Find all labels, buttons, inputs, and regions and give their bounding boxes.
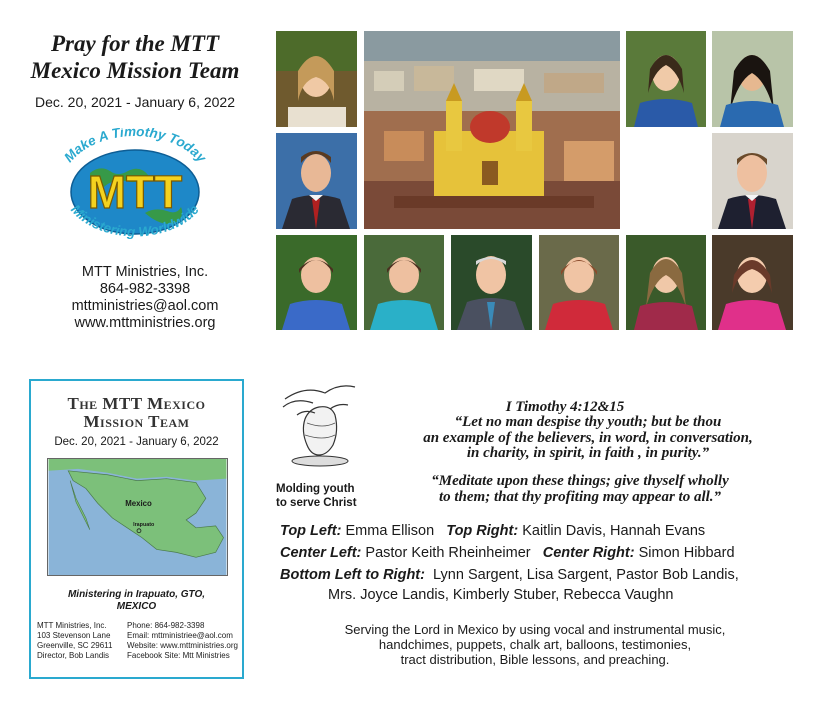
photo-bob-landis bbox=[451, 235, 532, 330]
photo-hannah-evans bbox=[712, 31, 793, 127]
card-dates: Dec. 20, 2021 - January 6, 2022 bbox=[54, 436, 219, 448]
card-address-line: Greenville, SC 29611 bbox=[37, 641, 113, 650]
credit-names-top-left: Emma Ellison bbox=[345, 523, 435, 539]
card-contact-line: Phone: 864-982-3398 bbox=[127, 621, 205, 630]
card-contact-line: Facebook Site: Mtt Ministries bbox=[127, 651, 230, 660]
card-title bbox=[31, 395, 242, 431]
contact-block bbox=[20, 264, 270, 332]
photo-rebecca-vaughn bbox=[712, 235, 793, 330]
credit-label-top-left: Top Left: bbox=[280, 523, 342, 539]
photo-emma-ellison bbox=[276, 31, 357, 127]
verse-2 bbox=[395, 474, 765, 505]
potter-caption-line-2: to serve Christ bbox=[276, 497, 357, 509]
map-label-mexico: Mexico bbox=[125, 499, 152, 509]
credit-names-center-right: Simon Hibbard bbox=[638, 545, 735, 561]
mexico-map bbox=[47, 458, 228, 576]
credit-label-center-right: Center Right: bbox=[542, 545, 635, 561]
serving-line: tract distribution, Bible lessons, and preaching. bbox=[400, 652, 670, 667]
verse-reference: I Timothy 4:12&15 bbox=[505, 399, 625, 415]
credit-label-center-left: Center Left: bbox=[280, 545, 362, 561]
serving-line: Serving the Lord in Mexico by using vocal and instrumental music, bbox=[344, 622, 726, 637]
card-title-line-1: The MTT Mexico bbox=[67, 394, 206, 413]
page-title bbox=[10, 30, 260, 84]
photo-kaitlin-davis bbox=[626, 31, 706, 127]
card-contact-column bbox=[127, 621, 238, 661]
serving-line: handchimes, puppets, chalk art, balloons, testimonies, bbox=[378, 637, 692, 652]
contact-email: mttministries@aol.com bbox=[71, 298, 219, 314]
mission-card bbox=[29, 379, 244, 679]
photo-lynn-sargent bbox=[276, 235, 357, 330]
title-line-2: Mexico Mission Team bbox=[30, 58, 240, 83]
verse-1-line: an example of the believers, in word, in conversation, bbox=[423, 429, 753, 446]
photo-keith-rheinheimer bbox=[276, 133, 357, 229]
photo-joyce-landis bbox=[539, 235, 619, 330]
card-ministering-line-1: Ministering in Irapuato, GTO, bbox=[67, 589, 206, 600]
title-line-1: Pray for the MTT bbox=[50, 31, 219, 56]
photo-city-scene bbox=[364, 31, 620, 229]
serving-statement bbox=[300, 622, 770, 667]
card-ministering-line-2: MEXICO bbox=[116, 601, 157, 612]
potter-caption-line-1: Molding youth bbox=[276, 483, 355, 495]
credits-row-bottom bbox=[280, 565, 739, 585]
logo-arc-bottom: Ministering Worldwide bbox=[68, 201, 202, 240]
verse-1-line: “Let no man despise thy youth; but be thou bbox=[454, 414, 722, 430]
verse-1 bbox=[383, 415, 793, 462]
card-address-column bbox=[37, 621, 112, 661]
verse-2-line: “Meditate upon these things; give thyself wholly bbox=[431, 473, 729, 489]
potter-illustration bbox=[275, 379, 385, 474]
credit-names-center-left: Pastor Keith Rheinheimer bbox=[365, 545, 531, 561]
contact-website: www.mttministries.org bbox=[74, 315, 216, 331]
credit-names-top-right: Kaitlin Davis, Hannah Evans bbox=[522, 523, 706, 539]
card-contact-line: Email: mttministriee@aol.com bbox=[127, 631, 233, 640]
photo-kimberly-stuber bbox=[626, 235, 706, 330]
contact-org: MTT Ministries, Inc. bbox=[81, 264, 209, 280]
credit-names-bottom-1: Lynn Sargent, Lisa Sargent, Pastor Bob Landis, bbox=[433, 567, 739, 583]
credit-label-bottom: Bottom Left to Right: bbox=[280, 567, 425, 583]
card-title-line-2: Mission Team bbox=[83, 412, 190, 431]
credit-names-bottom-2: Mrs. Joyce Landis, Kimberly Stuber, Rebecca Vaughn bbox=[328, 587, 674, 603]
photo-lisa-sargent bbox=[364, 235, 444, 330]
potter-caption bbox=[276, 482, 386, 510]
card-address-line: MTT Ministries, Inc. bbox=[37, 621, 107, 630]
photo-simon-hibbard bbox=[712, 133, 793, 229]
verse-1-line: in charity, in spirit, in faith , in purity.” bbox=[466, 445, 710, 461]
trip-dates: Dec. 20, 2021 - January 6, 2022 bbox=[34, 94, 236, 110]
card-address-line: Director, Bob Landis bbox=[37, 651, 110, 660]
card-contact-line: Website: www.mttministries.org bbox=[127, 641, 238, 650]
logo-arc-top: Make A Timothy Today bbox=[61, 128, 210, 166]
card-ministering bbox=[31, 589, 242, 613]
card-address-line: 103 Stevenson Lane bbox=[37, 631, 111, 640]
mtt-logo bbox=[50, 128, 220, 252]
contact-phone: 864-982-3398 bbox=[99, 281, 191, 297]
credit-label-top-right: Top Right: bbox=[446, 523, 519, 539]
credits-row-bottom-cont bbox=[328, 585, 674, 605]
map-label-irapuato: Irapuato bbox=[133, 521, 155, 528]
credits-row-top bbox=[280, 521, 705, 541]
credits-row-center bbox=[280, 543, 735, 563]
logo-center-text: MTT bbox=[87, 166, 183, 218]
verse-2-line: to them; that thy profiting may appear to all.” bbox=[438, 488, 722, 505]
